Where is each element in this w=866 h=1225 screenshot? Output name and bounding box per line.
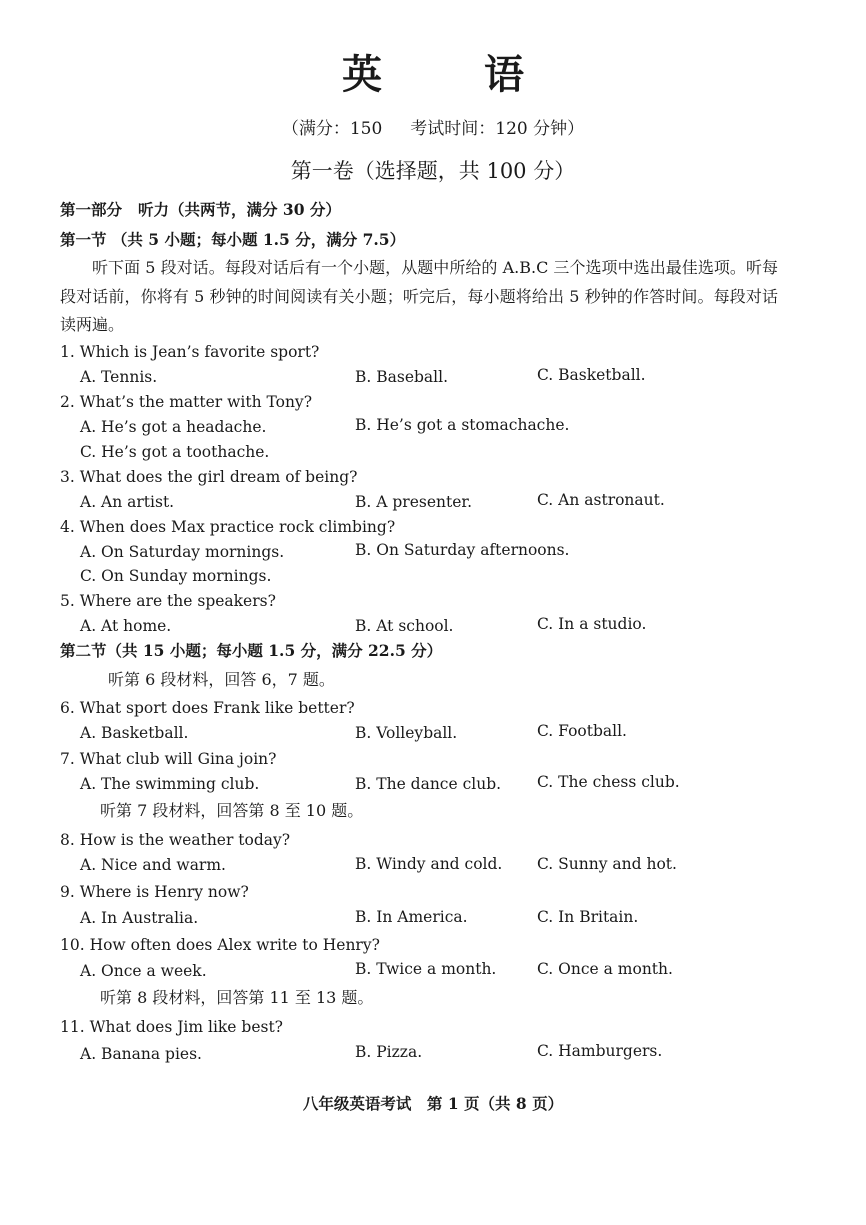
part-label: 第一部分: [60, 200, 123, 219]
q11-option-a: A. Banana pies.: [80, 1045, 202, 1063]
material-8-instruction: 听第 8 段材料，回答第 11 至 13 题。: [100, 988, 374, 1007]
q2-option-a: A. He’s got a headache.: [80, 418, 267, 436]
q9-option-a: A. In Australia.: [80, 909, 199, 927]
q9-option-c: C. In Britain.: [537, 908, 639, 926]
instructions: 听下面 5 段对话。每段对话后有一个小题，从题中所给的 A.B.C 三个选项中选出最佳选项。听每段对话前，你将有 5 秒钟的时间阅读有关小题；听完后，每小题将给出 5 秒钟的作答时间。每段对话读两遍。: [60, 258, 778, 334]
question-11: 11. What does Jim like best?: [60, 1018, 283, 1036]
q3-option-b: B. A presenter.: [355, 493, 473, 511]
q6-option-b: B. Volleyball.: [355, 724, 458, 742]
q11-option-c: C. Hamburgers.: [537, 1042, 663, 1060]
question-2: 2. What’s the matter with Tony?: [60, 393, 313, 411]
q10-option-b: B. Twice a month.: [355, 960, 497, 978]
question-4: 4. When does Max practice rock climbing?: [60, 518, 396, 536]
q5-option-b: B. At school.: [355, 617, 454, 635]
q8-option-b: B. Windy and cold.: [355, 855, 503, 873]
part-heading: [60, 198, 341, 222]
exam-info: [0, 116, 866, 142]
q1-option-c: C. Basketball.: [537, 366, 646, 384]
question-3: 3. What does the girl dream of being?: [60, 468, 358, 486]
q3-option-c: C. An astronaut.: [537, 491, 665, 509]
q10-option-c: C. Once a month.: [537, 960, 673, 978]
question-8: 8. How is the weather today?: [60, 831, 291, 849]
q8-option-a: A. Nice and warm.: [80, 856, 226, 874]
section-title: 第一卷（选择题，共 100 分）: [290, 159, 576, 183]
section-1-heading: 第一节 （共 5 小题；每小题 1.5 分，满分 7.5）: [60, 230, 406, 249]
question-6: 6. What sport does Frank like better?: [60, 699, 355, 717]
material-7-instruction: 听第 7 段材料，回答第 8 至 10 题。: [100, 801, 364, 820]
q6-option-a: A. Basketball.: [80, 724, 189, 742]
material-6-instruction: 听第 6 段材料，回答 6，7 题。: [108, 670, 335, 689]
q4-option-b: B. On Saturday afternoons.: [355, 541, 570, 559]
q5-option-a: A. At home.: [80, 617, 172, 635]
q1-option-a: A. Tennis.: [80, 368, 158, 386]
exam-time-label: 考试时间：120 分钟）: [410, 119, 585, 139]
q9-option-b: B. In America.: [355, 908, 468, 926]
section-2-heading: 第二节（共 15 小题；每小题 1.5 分，满分 22.5 分）: [60, 641, 443, 660]
q5-option-c: C. In a studio.: [537, 615, 647, 633]
q7-option-b: B. The dance club.: [355, 775, 502, 793]
q2-option-c: C. He’s got a toothache.: [80, 443, 270, 461]
q7-option-a: A. The swimming club.: [80, 775, 260, 793]
question-7: 7. What club will Gina join?: [60, 750, 277, 768]
q1-option-b: B. Baseball.: [355, 368, 449, 386]
q3-option-a: A. An artist.: [80, 493, 175, 511]
q10-option-a: A. Once a week.: [80, 962, 207, 980]
page-title: 英 语: [342, 52, 568, 98]
q11-option-b: B. Pizza.: [355, 1043, 423, 1061]
question-10: 10. How often does Alex write to Henry?: [60, 936, 380, 954]
q2-option-b: B. He’s got a stomachache.: [355, 416, 570, 434]
question-5: 5. Where are the speakers?: [60, 592, 276, 610]
question-1: 1. Which is Jean’s favorite sport?: [60, 343, 320, 361]
q8-option-c: C. Sunny and hot.: [537, 855, 677, 873]
q4-option-a: A. On Saturday mornings.: [80, 543, 285, 561]
question-9: 9. Where is Henry now?: [60, 883, 249, 901]
q6-option-c: C. Football.: [537, 722, 627, 740]
full-score-label: （满分：150: [281, 119, 383, 139]
q7-option-c: C. The chess club.: [537, 773, 680, 791]
q4-option-c: C. On Sunday mornings.: [80, 567, 272, 585]
page-footer: 八年级英语考试 第 1 页（共 8 页）: [302, 1094, 564, 1113]
part-title: 听力（共两节，满分 30 分）: [138, 200, 341, 219]
